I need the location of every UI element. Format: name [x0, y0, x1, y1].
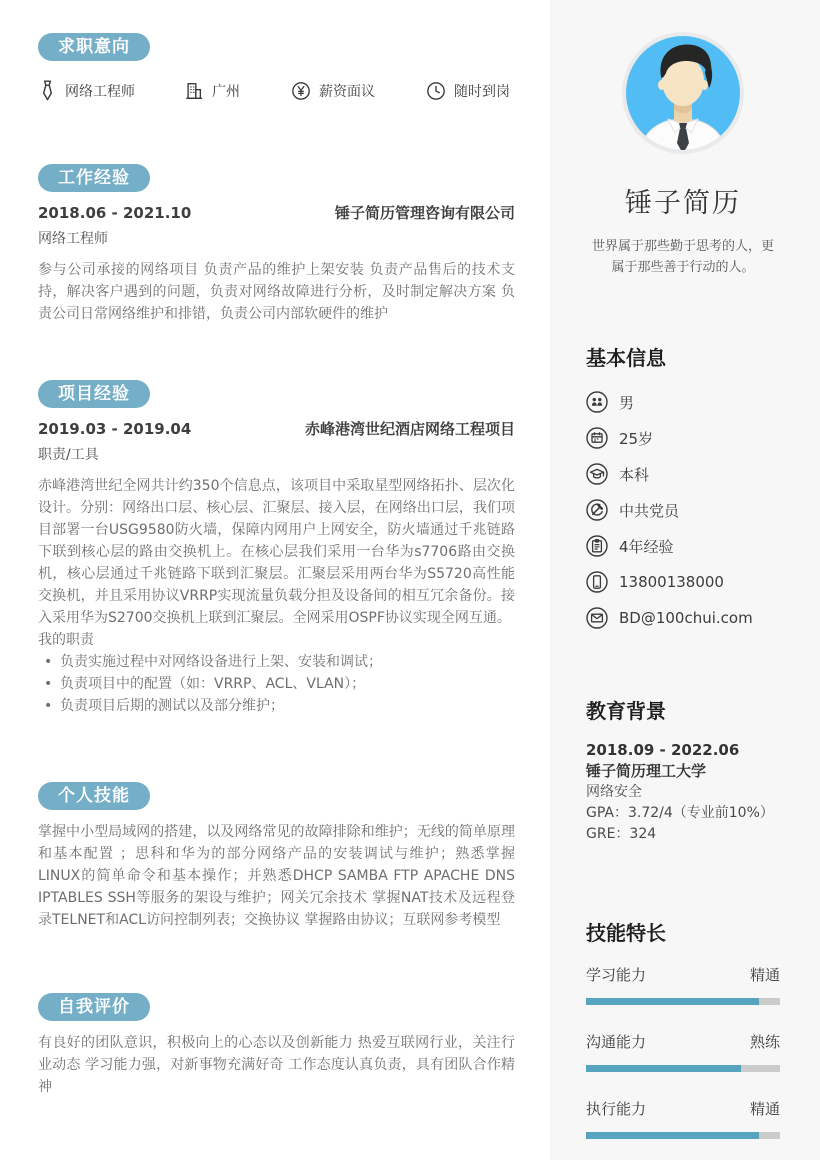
info-experience: 4年经验 [619, 537, 674, 556]
education-date: 2018.09 - 2022.06 [586, 741, 740, 759]
education-gpa: GPA：3.72/4（专业前10%） [586, 805, 774, 821]
info-age: 25岁 [619, 429, 654, 448]
experience-icon [586, 535, 608, 557]
work-company: 锤子简历管理咨询有限公司 [334, 204, 515, 222]
party-icon [586, 499, 608, 521]
skill-level: 精通 [749, 1100, 780, 1118]
intent-city [184, 81, 291, 101]
info-item-gender [586, 391, 780, 413]
info-phone: 13800138000 [619, 573, 724, 591]
gender-icon [586, 391, 608, 413]
education-heading: 教育背景 [586, 699, 666, 723]
education-gre: GRE：324 [586, 826, 657, 842]
tie-icon [38, 80, 57, 101]
skill-level: 精通 [749, 966, 780, 984]
sidebar [550, 0, 820, 1160]
basic-info-heading: 基本信息 [586, 346, 666, 370]
project-description-text: 赤峰港湾世纪全网共计约350个信息点，该项目中采取星型网络拓扑、层次化设计。分别：网络出口层、核心层、汇聚层、接入层，在网络出口层，我们项目部署一台USG9580防火墙，保障内网用户上网安全，防火墙通过千兆链路下联到核心层的路由交换机上。在核心层我们采用一台华为s7706路由交换机，核心层通过千兆链路下联到汇聚层。汇聚层采用两台华为S5720高性能交换机，并且采用协议VRRP实现流量负载分担及设备间的相互冗余备份。接入采用华为S2700交换机上联到汇聚层。全网采用OSPF协议实现全网互通。 [38, 478, 515, 626]
project-duty-item: • 负责项目后期的测试以及部分维护； [38, 695, 515, 717]
info-item-political-status [586, 499, 780, 521]
work-entry-head [38, 202, 515, 223]
skills-heading: 技能特长 [586, 921, 666, 945]
intent-availability-label: 随时到岗 [454, 83, 510, 100]
skill-row-execution [586, 1098, 780, 1139]
project-duty-heading: 我的职责 [38, 632, 94, 648]
section-badge-job-intent: 求职意向 [38, 33, 150, 61]
building-icon [184, 81, 204, 101]
section-badge-self-evaluation: 自我评价 [38, 993, 150, 1021]
info-item-phone [586, 571, 780, 593]
info-political-status: 中共党员 [619, 501, 680, 520]
work-date: 2018.06 - 2021.10 [38, 204, 192, 222]
project-entry-head [38, 418, 515, 439]
project-description [38, 475, 515, 717]
project-duty-item: • 负责项目中的配置（如：VRRP、ACL、VLAN）； [38, 673, 515, 695]
education-block [586, 740, 780, 845]
education-school: 锤子简历理工大学 [586, 762, 707, 780]
skills-list [586, 964, 780, 1139]
info-item-age [586, 427, 780, 449]
intent-salary [291, 81, 426, 101]
job-intent-row [38, 80, 515, 101]
project-name: 赤峰港湾世纪酒店网络工程项目 [304, 420, 515, 438]
intent-city-label: 广州 [212, 83, 240, 100]
intent-availability [426, 81, 515, 101]
info-degree: 本科 [619, 465, 650, 484]
phone-icon [586, 571, 608, 593]
skill-label: 执行能力 [586, 1100, 647, 1118]
skill-bar-track [586, 1132, 780, 1139]
skill-row-learning [586, 964, 780, 1005]
skill-bar-track [586, 1065, 780, 1072]
age-icon [586, 427, 608, 449]
info-item-email [586, 607, 780, 629]
avatar [621, 31, 745, 155]
skill-bar-fill [586, 1065, 741, 1072]
person-name: 锤子简历 [625, 188, 741, 219]
skill-bar-fill [586, 998, 759, 1005]
clock-icon [426, 81, 446, 101]
intent-position-label: 网络工程师 [65, 83, 135, 100]
section-badge-work: 工作经验 [38, 164, 150, 192]
project-duty-list [38, 651, 515, 717]
degree-icon [586, 463, 608, 485]
skill-bar-fill [586, 1132, 759, 1139]
self-evaluation-description: 有良好的团队意识，积极向上的心态以及创新能力 热爱互联网行业，关注行业动态 学习能力强，对新事物充满好奇 工作态度认真负责，具有团队合作精神 [38, 1035, 515, 1095]
intent-salary-label: 薪资面议 [319, 83, 375, 100]
info-gender: 男 [619, 393, 635, 412]
project-duty-item: • 负责实施过程中对网络设备进行上架、安装和调试； [38, 651, 515, 673]
work-description: 参与公司承接的网络项目 负责产品的维护上架安装 负责产品售后的技术支持，解决客户遇到的问题，负责对网络故障进行分析，及时制定解决方案 负责公司日常网络维护和排错，负责公司内部软硬件的维护 [38, 262, 515, 322]
section-badge-project: 项目经验 [38, 380, 150, 408]
skill-level: 熟练 [749, 1033, 780, 1051]
salary-icon [291, 81, 311, 101]
skill-bar-track [586, 998, 780, 1005]
personal-skills-description: 掌握中小型局域网的搭建，以及网络常见的故障排除和维护；无线的简单原理和基本配置 ；思科和华为的部分网络产品的安装调试与维护；熟悉掌握LINUX的简单命令和基本操作；并熟悉DHCP SAMBA FTP APACHE DNS IPTABLES SSH等服务的架设与维护；网关冗余技术 掌握NAT技术及远程登录TELNET和ACL访问控制列表；交换协议 掌握路由协议；互联网参考模型 [38, 824, 515, 928]
project-subtitle: 职责/工具 [38, 447, 99, 463]
skill-label: 学习能力 [586, 966, 647, 984]
info-email: BD@100chui.com [619, 609, 753, 627]
info-item-degree [586, 463, 780, 485]
section-badge-personal-skills: 个人技能 [38, 782, 150, 810]
info-item-experience [586, 535, 780, 557]
motto: 世界属于那些勤于思考的人，更属于那些善于行动的人。 [591, 239, 774, 275]
work-role: 网络工程师 [38, 231, 108, 247]
intent-position [38, 80, 184, 101]
skill-label: 沟通能力 [586, 1033, 647, 1051]
education-major: 网络安全 [586, 784, 642, 800]
basic-info-list [586, 391, 780, 629]
mail-icon [586, 607, 608, 629]
skill-row-communication [586, 1031, 780, 1072]
project-date: 2019.03 - 2019.04 [38, 420, 192, 438]
